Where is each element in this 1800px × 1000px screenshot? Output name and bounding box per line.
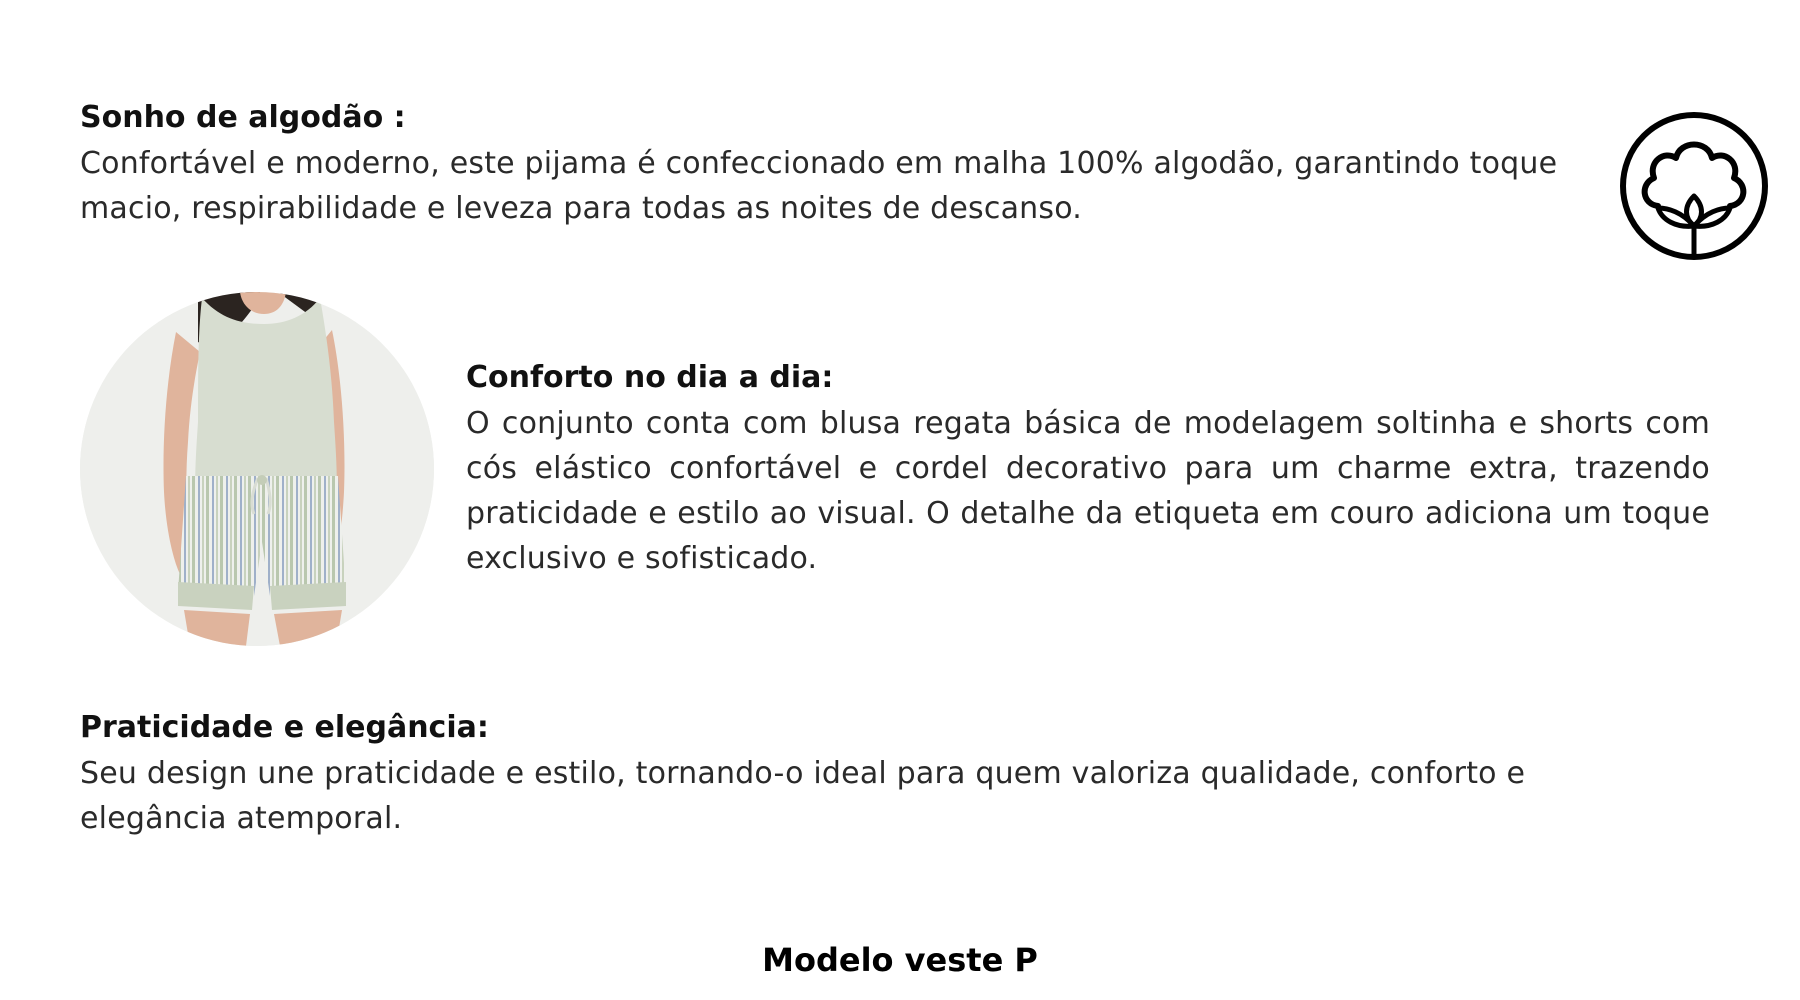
cotton-section bbox=[80, 98, 1560, 231]
comfort-section-title: Conforto no dia a dia: bbox=[466, 360, 834, 395]
model-size-label: Modelo veste P bbox=[762, 941, 1038, 979]
comfort-section bbox=[466, 358, 1710, 581]
practical-section bbox=[80, 708, 1680, 841]
cotton-flower-icon bbox=[1618, 110, 1770, 262]
model-photo bbox=[80, 292, 434, 646]
practical-section-title: Praticidade e elegância: bbox=[80, 710, 489, 745]
practical-section-text: Seu design une praticidade e estilo, tornando-o ideal para quem valoriza qualidade, conforto e elegância atemporal. bbox=[80, 756, 1526, 836]
cotton-section-title: Sonho de algodão : bbox=[80, 100, 406, 135]
comfort-section-text: O conjunto conta com blusa regata básica de modelagem soltinha e shorts com cós elástico confortável e cordel decorativo para um charme extra, trazendo praticidade e estilo ao visual. O detalhe da etiqueta em couro adiciona um toque exclusivo e sofisticado. bbox=[466, 406, 1710, 576]
cotton-section-text: Confortável e moderno, este pijama é confeccionado em malha 100% algodão, garantindo toque macio, respirabilidade e leveza para todas as noites de descanso. bbox=[80, 146, 1558, 226]
